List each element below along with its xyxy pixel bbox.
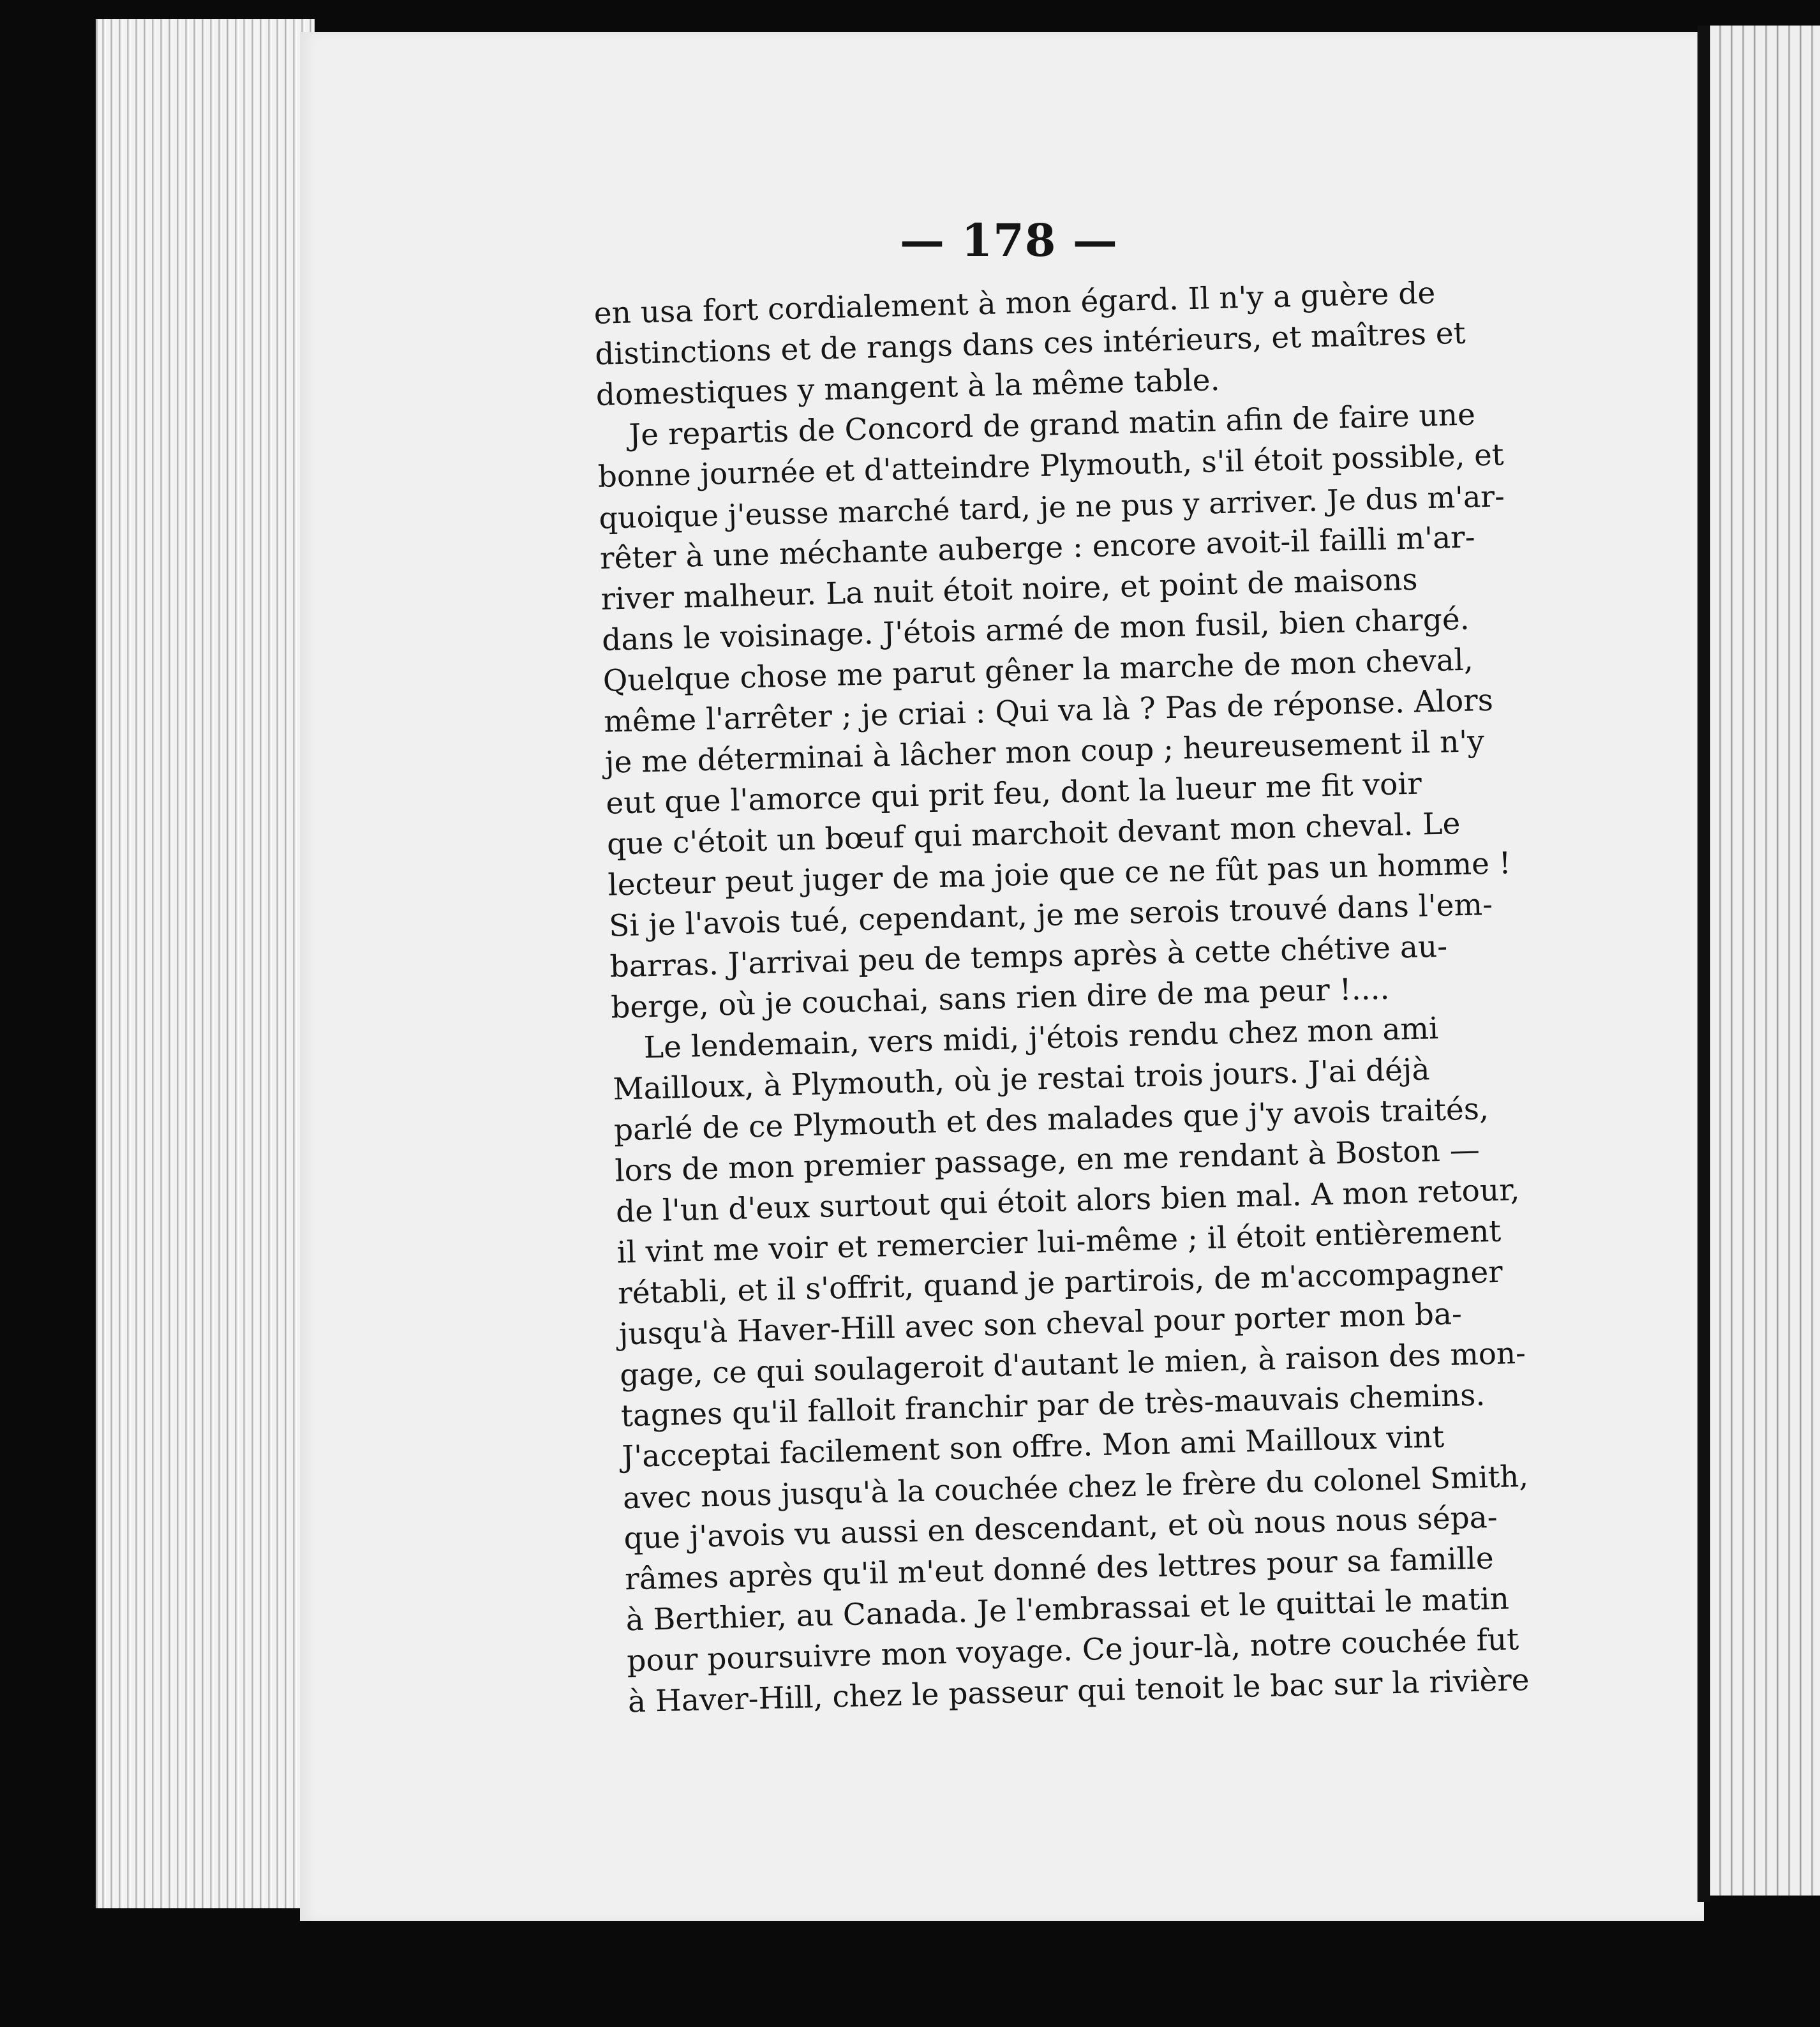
text-line: que j'avois vu aussi en descendant, et où nous nous sépa- — [623, 1499, 1498, 1557]
page-number-dash-left: — — [900, 214, 945, 267]
text-line: parlé de ce Plymouth et des malades que j'y avois traités, — [613, 1091, 1489, 1148]
text-line: râmes après qu'il m'eut donné des lettres pour sa famille — [624, 1541, 1495, 1597]
text-line: lecteur peut juger de ma joie que ce ne fût pas un homme ! — [607, 846, 1512, 903]
text-line: lors de mon premier passage, en me rendant à Boston — — [614, 1132, 1481, 1189]
text-line: Quelque chose me parut gêner la marche de mon cheval, — [602, 642, 1474, 699]
body-text — [593, 271, 1534, 1723]
text-line: je me déterminai à lâcher mon coup ; heureusement il n'y — [604, 724, 1485, 781]
text-line: gage, ce qui soulageroit d'autant le mien, à raison des mon- — [619, 1336, 1526, 1393]
text-line: berge, où je couchai, sans rien dire de ma peur !.... — [610, 971, 1390, 1026]
text-line: de l'un d'eux surtout qui étoit alors bien mal. A mon retour, — [615, 1172, 1521, 1230]
page-number-dash-right: — — [1072, 214, 1118, 267]
page-number — [900, 214, 1118, 267]
text-line: à Berthier, au Canada. Je l'embrassai et le quittai le matin — [625, 1581, 1510, 1638]
text-line: avec nous jusqu'à la couchée chez le frère du colonel Smith, — [622, 1458, 1529, 1516]
text-line: domestiques y mangent à la même table. — [595, 363, 1221, 413]
gutter-shadow — [1697, 26, 1710, 1902]
text-line: quoique j'eusse marché tard, je ne pus y arriver. Je dus m'ar- — [598, 479, 1505, 535]
text-line: à Haver-Hill, chez le passeur qui tenoit le bac sur la rivière — [627, 1662, 1530, 1720]
text-line: il vint me voir et remercier lui-même ; il étoit entièrement — [616, 1213, 1502, 1271]
text-line: pour poursuivre mon voyage. Ce jour-là, notre couchée fut — [626, 1622, 1519, 1679]
text-line: river malheur. La nuit étoit noire, et point de maisons — [600, 562, 1419, 617]
page-number-value: 178 — [961, 214, 1057, 267]
text-line: tagnes qu'il falloit franchir par de très-mauvais chemins. — [620, 1377, 1486, 1434]
text-line: en usa fort cordialement à mon égard. Il n'y a guère de — [593, 275, 1436, 331]
text-line: Je repartis de Concord de grand matin afin de faire une — [628, 397, 1476, 453]
text-line: Si je l'avois tué, cependant, je me serois trouvé dans l'em- — [608, 886, 1493, 944]
text-line: distinctions et de rangs dans ces intérieurs, et maîtres et — [594, 315, 1466, 372]
text-line: rêter à une méchante auberge : encore avoit-il failli m'ar- — [599, 520, 1476, 576]
page-edges — [96, 19, 315, 1908]
facing-page-edge — [1710, 26, 1820, 1896]
text-line: eut que l'amorce qui prit feu, dont la lueur me fit voir — [605, 766, 1422, 821]
text-line: barras. J'arrivai peu de temps après à cette chétive au- — [609, 929, 1448, 985]
text-line: Le lendemain, vers midi, j'étois rendu chez mon ami — [643, 1011, 1439, 1066]
text-line: Mailloux, à Plymouth, où je restai trois jours. J'ai déjà — [612, 1052, 1431, 1107]
text-line: rétabli, et il s'offrit, quand je partirois, de m'accompagner — [617, 1254, 1503, 1312]
text-line: J'acceptai facilement son offre. Mon ami Mailloux vint — [621, 1419, 1445, 1475]
text-line: que c'étoit un bœuf qui marchoit devant mon cheval. Le — [606, 806, 1461, 862]
text-line: jusqu'à Haver-Hill avec son cheval pour porter mon ba- — [618, 1296, 1463, 1352]
text-line: bonne journée et d'atteindre Plymouth, s'il étoit possible, et — [597, 438, 1505, 495]
text-line: même l'arrêter ; je criai : Qui va là ? Pas de réponse. Alors — [603, 682, 1494, 740]
text-line: dans le voisinage. J'étois armé de mon fusil, bien chargé. — [601, 601, 1470, 658]
